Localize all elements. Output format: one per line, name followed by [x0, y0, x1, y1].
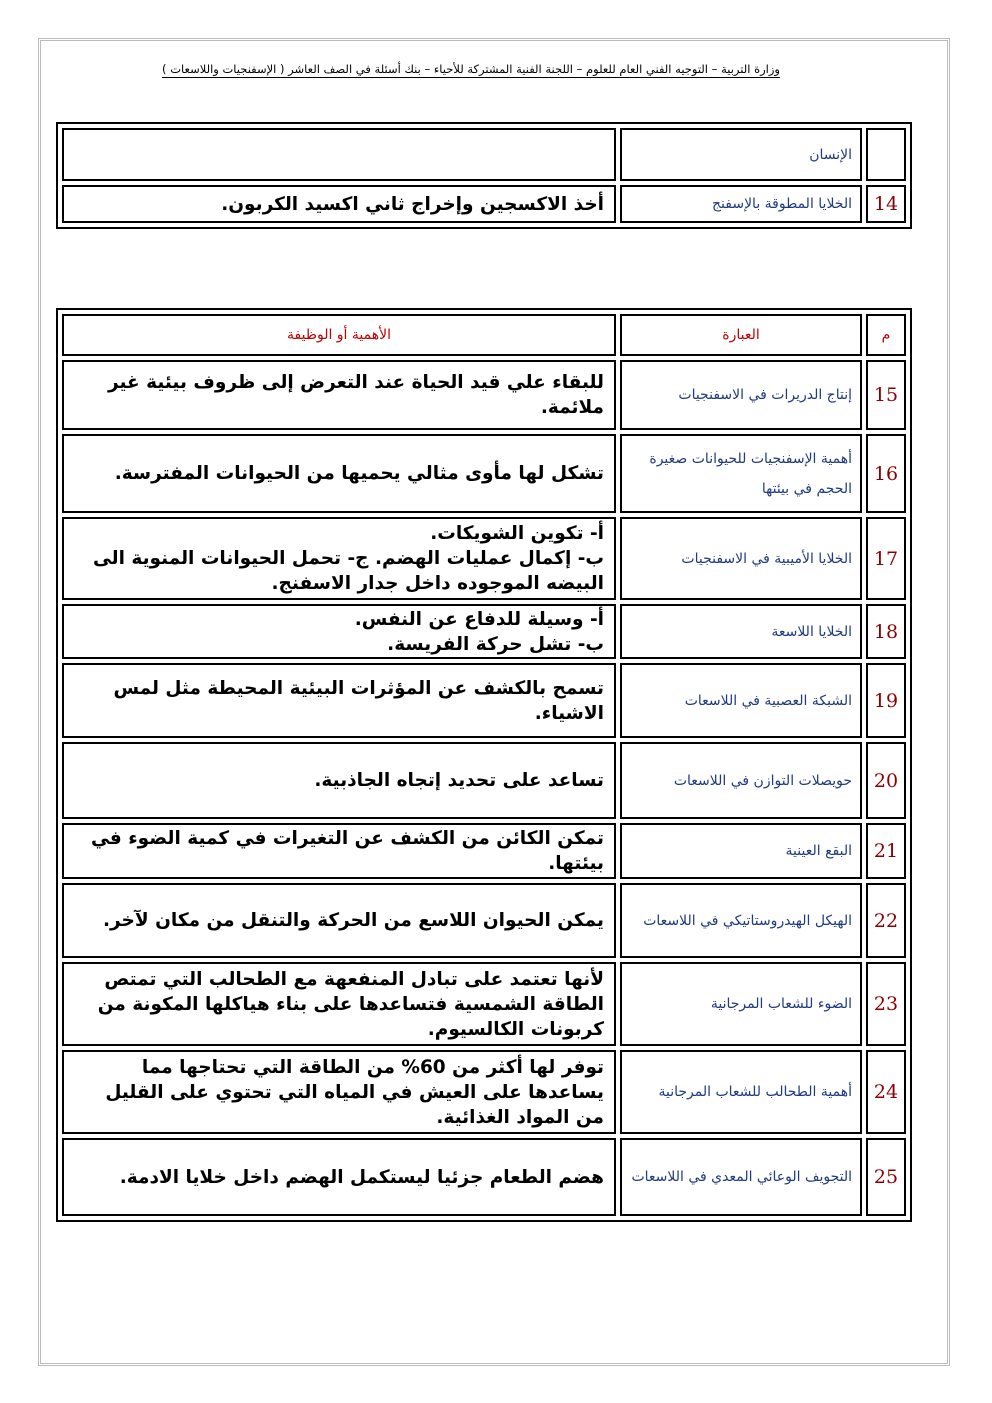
row-description: تساعد على تحديد إتجاه الجاذبية.: [62, 742, 616, 819]
header-description: الأهمية أو الوظيفة: [62, 314, 616, 356]
header-number: م: [866, 314, 906, 356]
row-term: أهمية الطحالب للشعاب المرجانية: [620, 1050, 862, 1134]
row-term: الخلايا اللاسعة: [620, 604, 862, 659]
table-row: [62, 1050, 906, 1134]
table-top: [56, 122, 912, 229]
table-row: [62, 663, 906, 738]
row-term: التجويف الوعائي المعدي في اللاسعات: [620, 1138, 862, 1216]
row-description: توفر لها أكثر من 60% من الطاقة التي تحتاجها مما يساعدها على العيش في المياه التي تحتوي على القليل من المواد الغذائية.: [62, 1050, 616, 1134]
table-row: [62, 823, 906, 879]
row-term: الشبكة العصبية في اللاسعات: [620, 663, 862, 738]
table-row: [62, 185, 906, 223]
row-description: أخذ الاكسجين وإخراج ثاني اكسيد الكربون.: [62, 185, 616, 223]
row-number: 18: [866, 604, 906, 659]
row-description: تشكل لها مأوى مثالي يحميها من الحيوانات المفترسة.: [62, 434, 616, 513]
row-term: الإنسان: [620, 128, 862, 181]
table-row: [62, 517, 906, 600]
table-row: [62, 962, 906, 1046]
row-term: إنتاج الدريرات في الاسفنجيات: [620, 360, 862, 430]
table-main: [56, 308, 912, 1222]
row-number: 24: [866, 1050, 906, 1134]
row-description: هضم الطعام جزئيا ليستكمل الهضم داخل خلايا الادمة.: [62, 1138, 616, 1216]
row-term: الخلايا المطوقة بالإسفنج: [620, 185, 862, 223]
row-term: الهيكل الهيدروستاتيكي في اللاسعات: [620, 883, 862, 958]
table-header-row: [62, 314, 906, 356]
page-header: وزارة التربية – التوجيه الفني العام للعلوم – اللجنة الفنية المشتركة للأحياء – بنك أسئلة في الصف العاشر ( الإسفنجيات واللاسعات ): [162, 62, 780, 76]
table-row: [62, 434, 906, 513]
row-number: 22: [866, 883, 906, 958]
header-term: العبارة: [620, 314, 862, 356]
row-number: 19: [866, 663, 906, 738]
row-description: لأنها تعتمد على تبادل المنفعهة مع الطحالب التي تمتص الطاقة الشمسية فتساعدها على بناء هياكلها المكونة من كربونات الكالسيوم.: [62, 962, 616, 1046]
row-number: 25: [866, 1138, 906, 1216]
table-row: [62, 128, 906, 181]
row-number: 17: [866, 517, 906, 600]
row-number: 21: [866, 823, 906, 879]
row-description: [62, 128, 616, 181]
row-number: 16: [866, 434, 906, 513]
row-term: أهمية الإسفنجيات للحيوانات صغيرة الحجم في بيئتها: [620, 434, 862, 513]
row-number: 20: [866, 742, 906, 819]
row-description: أ- تكوين الشويكات. ب- إكمال عمليات الهضم. ج- تحمل الحيوانات المنوية الى البيضه الموجوده داخل جدار الاسفنج.: [62, 517, 616, 600]
table-row: [62, 604, 906, 659]
row-description: أ- وسيلة للدفاع عن النفس. ب- تشل حركة الفريسة.: [62, 604, 616, 659]
table-row: [62, 1138, 906, 1216]
row-term: حويصلات التوازن في اللاسعات: [620, 742, 862, 819]
row-description: للبقاء علي قيد الحياة عند التعرض إلى ظروف بيئية غير ملائمة.: [62, 360, 616, 430]
row-term: الضوء للشعاب المرجانية: [620, 962, 862, 1046]
table-row: [62, 883, 906, 958]
row-number: 14: [866, 185, 906, 223]
row-number: 23: [866, 962, 906, 1046]
row-description: تمكن الكائن من الكشف عن التغيرات في كمية الضوء في بيئتها.: [62, 823, 616, 879]
row-term: الخلايا الأميبية في الاسفنجيات: [620, 517, 862, 600]
row-term: البقع العينية: [620, 823, 862, 879]
row-number: 15: [866, 360, 906, 430]
table-row: [62, 360, 906, 430]
row-description: يمكن الحيوان اللاسع من الحركة والتنقل من مكان لآخر.: [62, 883, 616, 958]
row-number: [866, 128, 906, 181]
table-row: [62, 742, 906, 819]
row-description: تسمح بالكشف عن المؤثرات البيئية المحيطة مثل لمس الاشياء.: [62, 663, 616, 738]
